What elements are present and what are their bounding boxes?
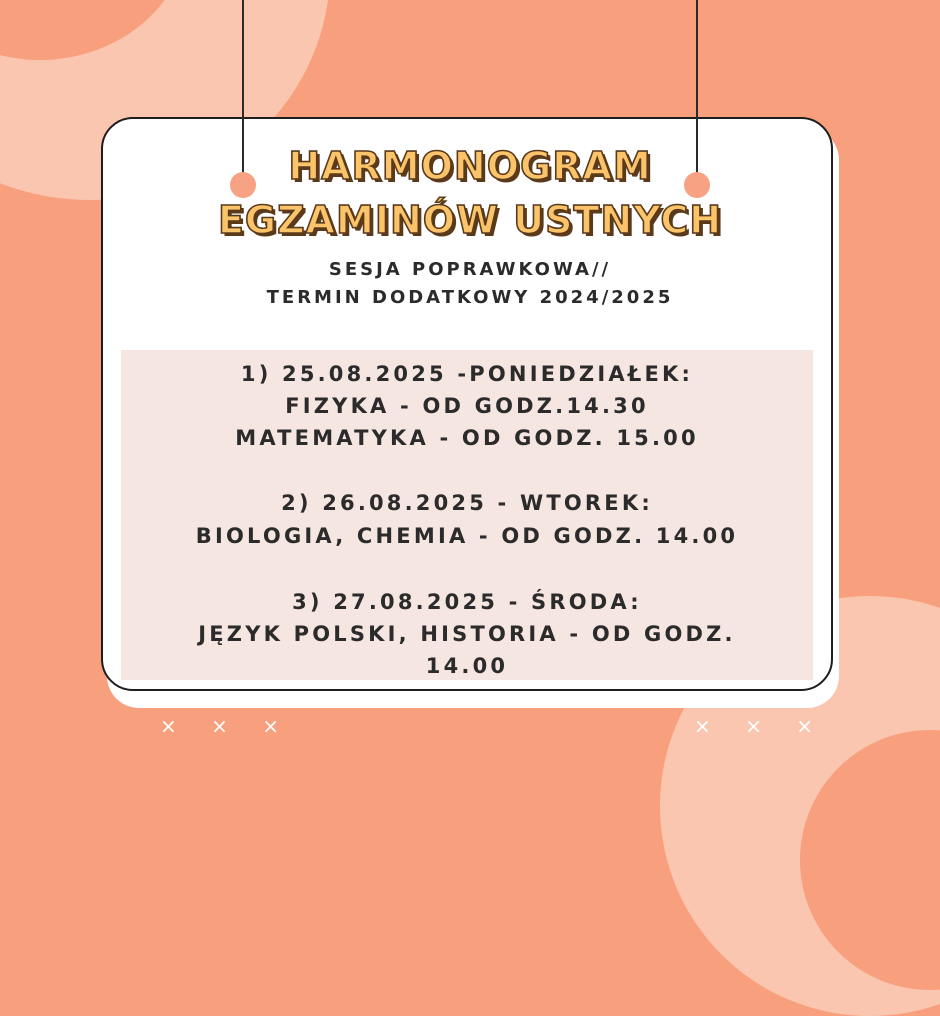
schedule-line-time: 14.00 [425, 654, 509, 678]
schedule-line-day-1: 1) 25.08.2025 -PONIEDZIAŁEK: [240, 362, 694, 386]
schedule-line-day-3: 3) 27.08.2025 - ŚRODA: [292, 590, 642, 614]
schedule-line-biologia-chemia: BIOLOGIA, CHEMIA - OD GODZ. 14.00 [195, 524, 739, 548]
subtitle-line-2: TERMIN DODATKOWY 2024/2025 [266, 287, 674, 308]
schedule-line-polski-historia: JĘZYK POLSKI, HISTORIA - OD GODZ. [198, 622, 736, 646]
subtitle-line-1: SESJA POPRAWKOWA// [328, 259, 612, 280]
decor-x-marks-right: × × × [694, 714, 827, 738]
title-line-2: EGZAMINÓW USTNYCH [217, 198, 723, 242]
title-line-1: HARMONOGRAM [288, 144, 652, 188]
schedule-line-matematyka: MATEMATYKA - OD GODZ. 15.00 [235, 426, 699, 450]
schedule-line-fizyka: FIZYKA - OD GODZ.14.30 [285, 394, 649, 418]
schedule-line-day-2: 2) 26.08.2025 - WTOREK: [281, 491, 653, 515]
decor-x-marks-left: × × × [160, 714, 293, 738]
